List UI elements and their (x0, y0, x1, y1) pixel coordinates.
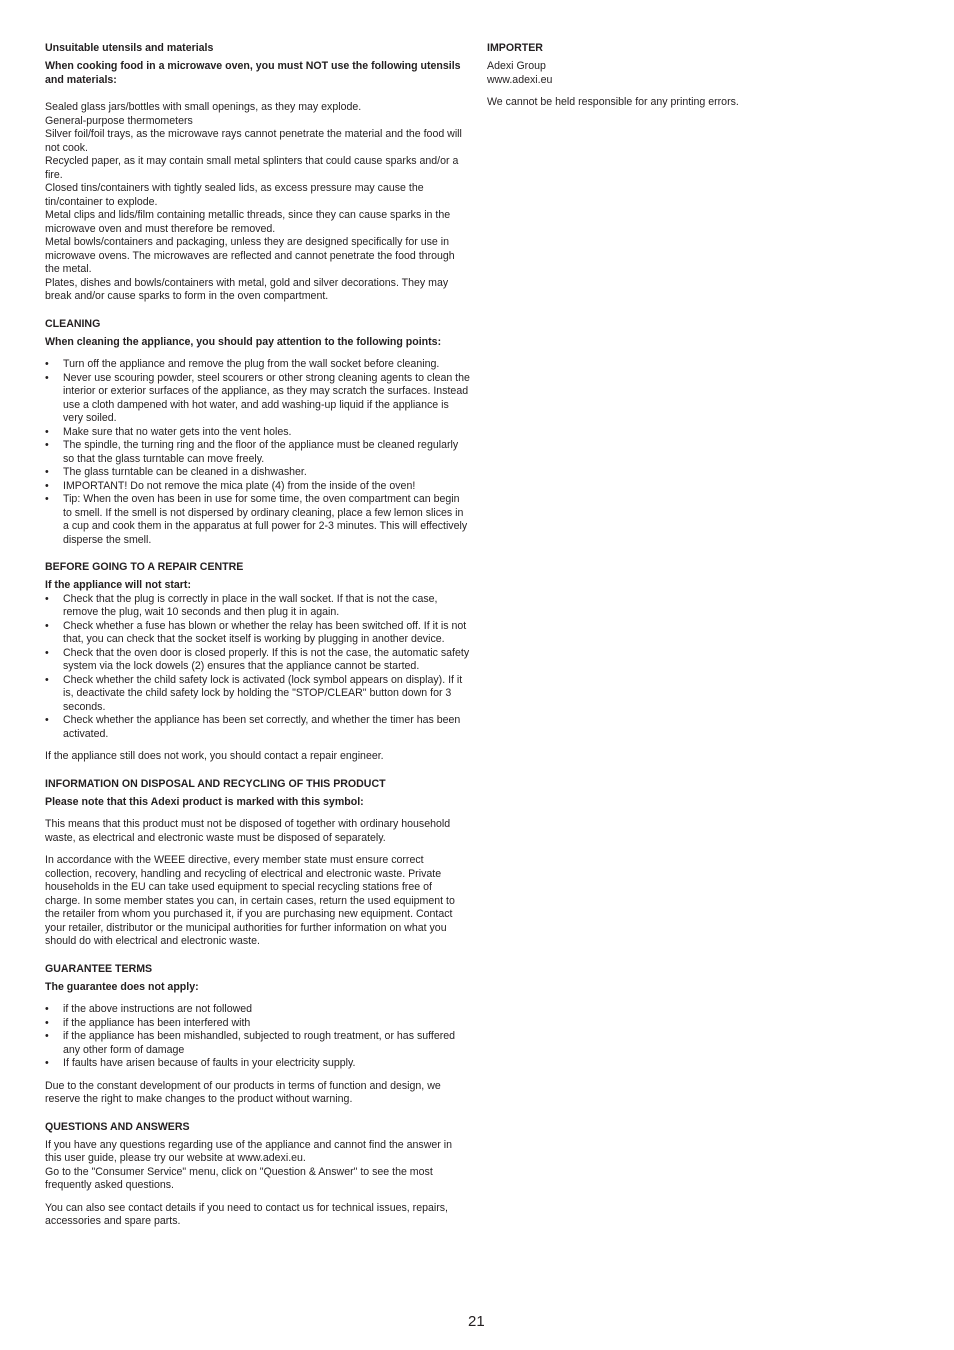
list-item: • Check whether the appliance has been set correctly, and whether the timer has been activated. (45, 714, 470, 741)
list-item: • IMPORTANT! Do not remove the mica plate (4) from the inside of the oven! (45, 480, 470, 494)
disposal-paragraph-1: This means that this product must not be disposed of together with ordinary household waste, as electrical and electronic waste must be disposed of separately. (45, 818, 451, 844)
qa-section (45, 1121, 470, 1229)
cleaning-intro: When cleaning the appliance, you should pay attention to the following points: (45, 335, 442, 348)
cleaning-section (45, 318, 470, 548)
guarantee-intro: The guarantee does not apply: (45, 980, 199, 993)
guarantee-heading: GUARANTEE TERMS (45, 962, 153, 975)
qa-paragraph-1: If you have any questions regarding use of the appliance and cannot find the answer in this user guide, please try our website at www.adexi.eu. (45, 1138, 452, 1164)
list-item: • Check whether a fuse has blown or whether the relay has been switched off. If it is not that, you can check that the socket itself is working by plugging in another device. (45, 620, 470, 647)
qa-paragraph-2: You can also see contact details if you need to contact us for technical issues, repairs, accessories and spare parts. (45, 1201, 448, 1227)
repair-section (45, 561, 470, 764)
unsuitable-section (45, 42, 470, 304)
importer-heading: IMPORTER (487, 42, 543, 54)
cleaning-heading: CLEANING (45, 317, 101, 330)
list-item: • Never use scouring powder, steel scourers or other strong cleaning agents to clean the interior or exterior surfaces of the appliance, as they may scratch the surfaces. Instead use a cloth dampened with hot water, and add washing-up liquid if the appliance is very soiled. (45, 372, 470, 426)
list-item: • if the appliance has been interfered with (45, 1017, 470, 1031)
unsuitable-line: Recycled paper, as it may contain small metal splinters that could cause sparks and/or a fire. (45, 155, 459, 181)
unsuitable-line: Silver foil/foil trays, as the microwave rays cannot penetrate the material and the food will not cook. (45, 128, 462, 154)
unsuitable-line: Sealed glass jars/bottles with small openings, as they may explode. (45, 101, 362, 113)
left-column (45, 42, 470, 1229)
disposal-paragraph-2: In accordance with the WEEE directive, every member state must ensure correct collection, recovery, handling and recycling of electrical and electronic waste. Private households in the EU can take used equipment to special recycling stations free of charge. In some member states you can, in certain cases, return the used equipment to the retailer from whom you purchased it, if you are purchasing new equipment. Contact your retailer, distributor or the municipal authorities for further information on what you should do with electrical and electronic waste. (45, 854, 455, 947)
qa-heading: QUESTIONS AND ANSWERS (45, 1120, 190, 1133)
unsuitable-intro: When cooking food in a microwave oven, you must NOT use the following utensils and materials: (45, 60, 461, 86)
disposal-heading: INFORMATION ON DISPOSAL AND RECYCLING OF THIS PRODUCT (45, 777, 386, 790)
qa-paragraph-1b: Go to the "Consumer Service" menu, click on "Question & Answer" to see the most frequently asked questions. (45, 1165, 433, 1191)
importer-website: www.adexi.eu (487, 73, 553, 86)
list-item: • Check that the plug is correctly in place in the wall socket. If that is not the case, remove the plug, wait 10 seconds and then plug it in again. (45, 593, 470, 620)
list-item: • Turn off the appliance and remove the plug from the wall socket before cleaning. (45, 358, 470, 372)
guarantee-outro: Due to the constant development of our products in terms of function and design, we reserve the right to make changes to the product without warning. (45, 1079, 441, 1105)
disposal-section (45, 778, 470, 949)
list-item: • Tip: When the oven has been in use for some time, the oven compartment can begin to smell. If the smell is not dispersed by ordinary cleaning, place a few lemon slices in a cup and cook them in the apparatus at full power for 2-3 minutes. This will effectively disperse the smell. (45, 493, 470, 547)
unsuitable-list (45, 101, 470, 304)
unsuitable-line: Metal clips and lids/film containing metallic threads, since they can cause sparks in the microwave oven and must therefore be removed. (45, 209, 451, 235)
unsuitable-line: Plates, dishes and bowls/containers with metal, gold and silver decorations. They may break and/or cause sparks to form in the oven compartment. (45, 276, 449, 302)
importer-name: Adexi Group (487, 60, 546, 72)
repair-outro: If the appliance still does not work, you should contact a repair engineer. (45, 750, 384, 762)
list-item: • The glass turntable can be cleaned in a dishwasher. (45, 466, 470, 480)
list-item: • Make sure that no water gets into the vent holes. (45, 426, 470, 440)
importer-section (487, 42, 907, 110)
unsuitable-line: Closed tins/containers with tightly sealed lids, as excess pressure may cause the tin/container to explode. (45, 182, 424, 208)
repair-list (45, 593, 470, 742)
list-item: • if the appliance has been mishandled, subjected to rough treatment, or has suffered any other form of damage (45, 1030, 470, 1057)
disposal-intro: Please note that this Adexi product is marked with this symbol: (45, 795, 364, 808)
cleaning-list (45, 358, 470, 547)
list-item: • The spindle, the turning ring and the floor of the appliance must be cleaned regularly so that the glass turntable can move freely. (45, 439, 470, 466)
right-column (487, 42, 907, 110)
unsuitable-line: General-purpose thermometers (45, 114, 193, 127)
list-item: • Check whether the child safety lock is activated (lock symbol appears on display). If it is, deactivate the child safety lock by holding the "STOP/CLEAR" button down for 3 seconds. (45, 674, 470, 715)
list-item: • If faults have arisen because of faults in your electricity supply. (45, 1057, 470, 1071)
repair-heading: BEFORE GOING TO A REPAIR CENTRE (45, 561, 244, 573)
unsuitable-heading: Unsuitable utensils and materials (45, 42, 214, 54)
printing-disclaimer: We cannot be held responsible for any printing errors. (487, 96, 739, 108)
page-number: 21 (468, 1313, 485, 1330)
unsuitable-line: Metal bowls/containers and packaging, unless they are designed specifically for use in microwave ovens. The microwaves are reflected and cannot penetrate the food through the metal. (45, 236, 455, 275)
list-item: • Check that the oven door is closed properly. If this is not the case, the automatic safety system via the lock dowels (2) ensures that the appliance cannot be started. (45, 647, 470, 674)
repair-intro: If the appliance will not start: (45, 579, 191, 591)
guarantee-list (45, 1003, 470, 1071)
guarantee-section (45, 963, 470, 1107)
list-item: • if the above instructions are not followed (45, 1003, 470, 1017)
